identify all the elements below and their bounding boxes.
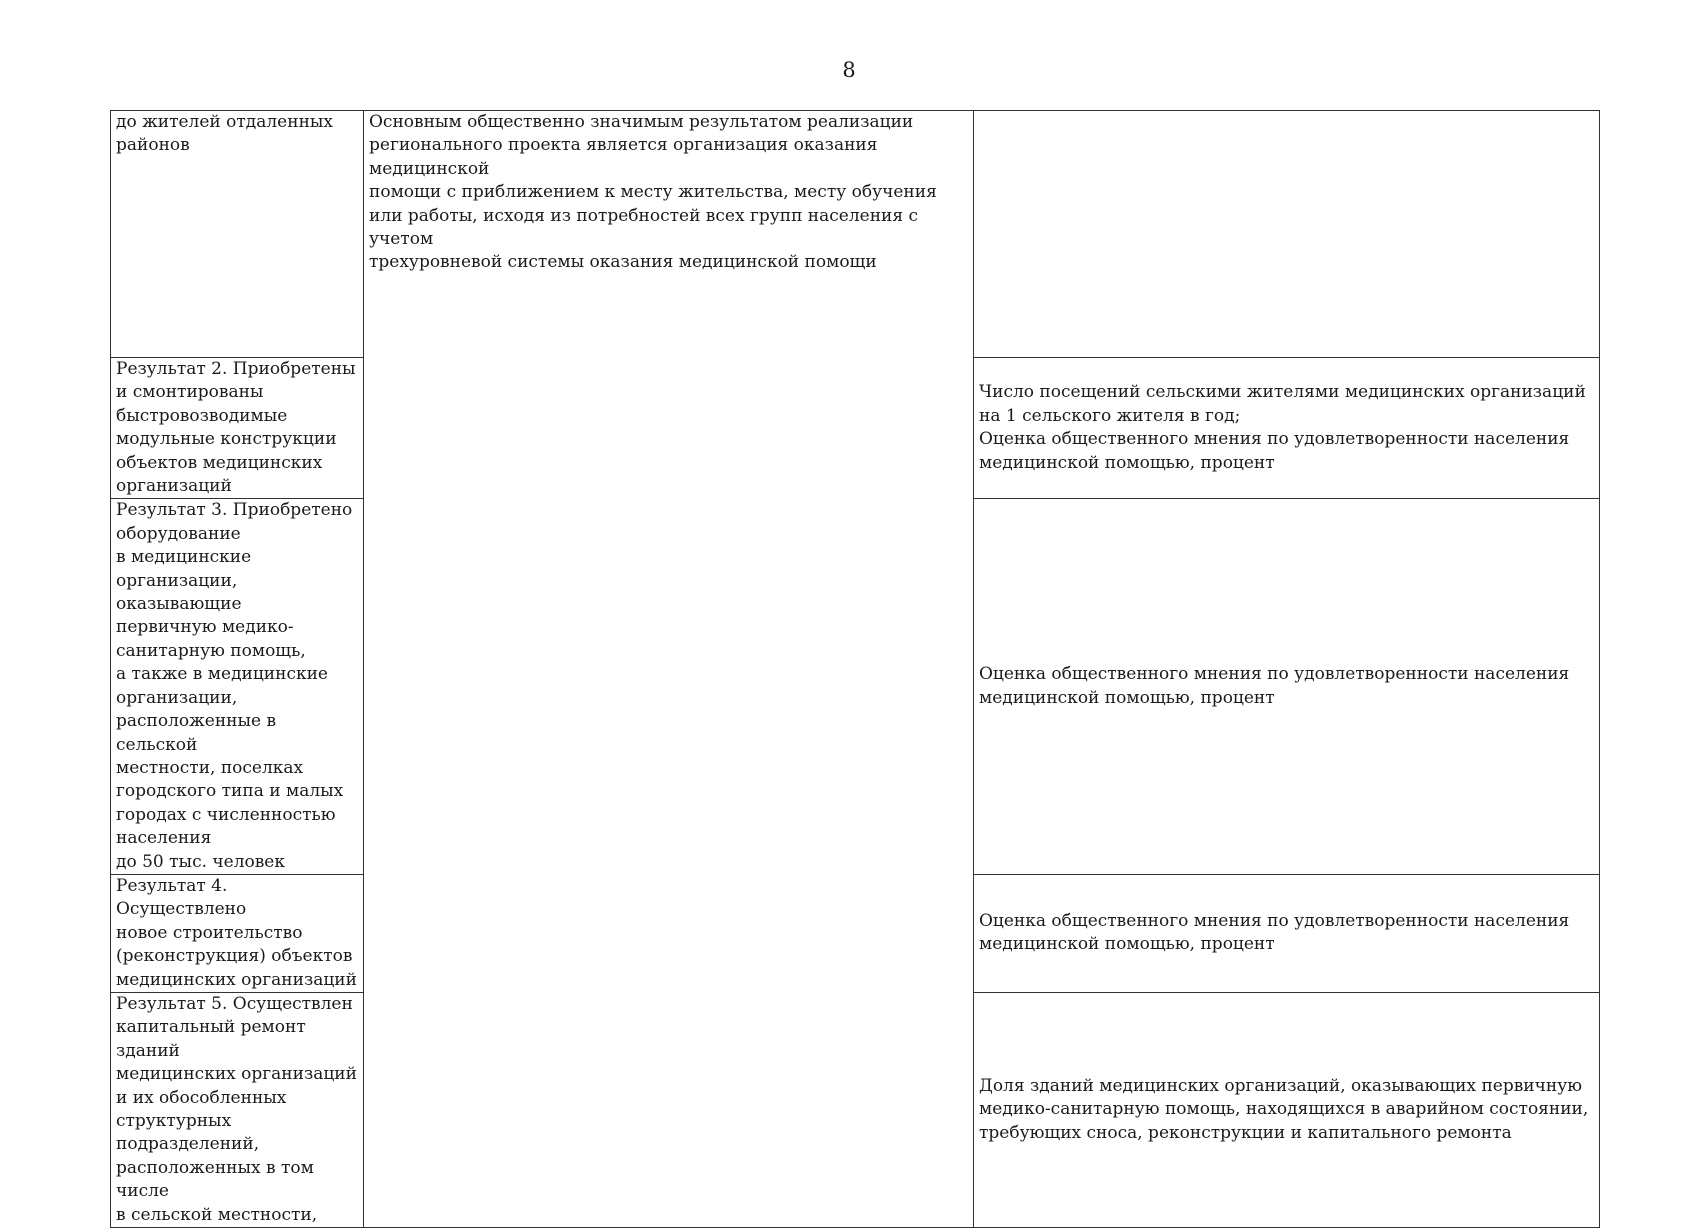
result-text: Результат 5. Осуществлен капитальный ремонт зданий медицинских организаций и их обособленных структурных подразделений, расположенных в том числе в сельской местности,	[116, 993, 357, 1225]
indicator-cell	[974, 358, 1600, 499]
result-cell	[111, 358, 364, 499]
indicator-text: Оценка общественного мнения по удовлетворенности населения медицинской помощью, процент	[979, 911, 1570, 955]
result-cell	[111, 499, 364, 875]
indicator-text: Доля зданий медицинских организаций, оказывающих первичную медико-санитарную помощь, находящихся в аварийном состоянии, требующих сноса, реконструкции и капитального ремонта	[979, 1075, 1589, 1143]
social-result-cell	[364, 111, 974, 1228]
results-table	[110, 110, 1600, 1228]
indicator-cell	[974, 499, 1600, 875]
indicator-cell	[974, 874, 1600, 992]
result-cell	[111, 111, 364, 358]
indicator-cell	[974, 992, 1600, 1227]
social-result-text: Основным общественно значимым результатом реализации регионального проекта является организация оказания медицинской помощи с приближением к месту жительства, месту обучения или работы, исходя из потребностей всех групп населения с учетом трехуровневой системы оказания медицинской помощи	[369, 112, 937, 273]
page-number: 8	[842, 58, 856, 82]
result-text: Результат 3. Приобретено оборудование в медицинские организации, оказывающие первичную медико- санитарную помощь, а также в медицинские организации, расположенные в сельской местности, поселках городского типа и малых городах с численностью населения до 50 тыс. человек	[116, 500, 353, 872]
result-cell	[111, 992, 364, 1227]
result-cell	[111, 874, 364, 992]
result-text: Результат 2. Приобретены и смонтированы быстровозводимые модульные конструкции объектов медицинских организаций	[116, 359, 356, 497]
table-row	[111, 111, 1600, 358]
indicator-text: Оценка общественного мнения по удовлетворенности населения медицинской помощью, процент	[979, 664, 1570, 708]
indicator-cell	[974, 111, 1600, 358]
result-text: Результат 4. Осуществлено новое строительство (реконструкция) объектов медицинских организаций	[116, 875, 357, 990]
indicator-text: Число посещений сельскими жителями медицинских организаций на 1 сельского жителя в год; Оценка общественного мнения по удовлетворенности населения медицинской помощью, процент	[979, 382, 1586, 473]
result-text: до жителей отдаленных районов	[116, 112, 334, 156]
